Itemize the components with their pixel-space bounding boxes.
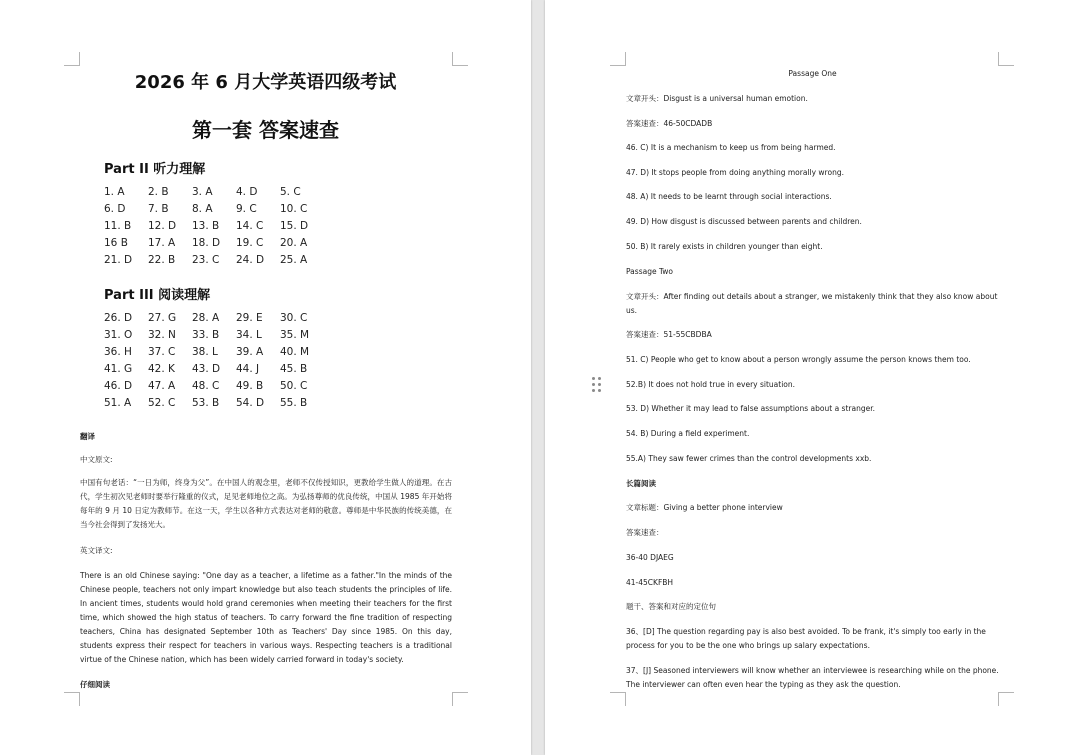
answer-cell: 4. D bbox=[236, 186, 258, 198]
long-reading-label: 长篇阅读 bbox=[626, 479, 656, 488]
quick-answers-label: 答案速查： bbox=[626, 528, 664, 537]
answer-row bbox=[104, 397, 344, 414]
answer-row bbox=[104, 203, 344, 220]
answer-item: 53. D) Whether it may lead to false assumptions about a stranger. bbox=[626, 404, 875, 413]
answer-cell: 6. D bbox=[104, 203, 126, 215]
answer-row bbox=[104, 254, 344, 271]
answer-cell: 3. A bbox=[192, 186, 213, 198]
crop-mark bbox=[64, 52, 80, 66]
question-36-locator: 36、[D] The question regarding pay is also best avoided. To be frank, it's simply too early in the process for you to be the one who brings up salary expectations. bbox=[626, 627, 986, 650]
answer-item: 55.A) They saw fewer crimes than the control developments xxb. bbox=[626, 454, 872, 463]
answer-item: 49. D) How disgust is discussed between parents and children. bbox=[626, 217, 862, 226]
question-37-locator: 37、[J] Seasoned interviewers will know whether an interviewee is researching while on the phone. The interviewer can often even hear the typing as they ask the question. bbox=[626, 666, 999, 689]
answer-cell: 15. D bbox=[280, 220, 309, 232]
answer-key-subtitle: 第一套 答案速查 bbox=[192, 118, 339, 142]
chinese-original-paragraph: 中国有句老话：“一日为师，终身为父”。在中国人的观念里，老师不仅传授知识，更教给学生做人的道理。在古代，学生初次见老师时要举行隆重的仪式，足见老师地位之高。为弘扬尊师的优良传统，中国从 1985 年开始将每年的 9 月 10 日定为教师节。在这一天，学生以各种方式表达对老师的敬意。尊师是中华民族的传统美德，在当今社会得到了发扬光大。 bbox=[80, 478, 452, 529]
english-translation-label: 英文译文: bbox=[80, 546, 113, 555]
answer-row bbox=[104, 237, 344, 254]
answer-cell: 35. M bbox=[280, 329, 310, 341]
answer-item: 48. A) It needs to be learnt through social interactions. bbox=[626, 192, 832, 201]
passage-one-quick-answers: 答案速查：46-50CDADB bbox=[626, 119, 713, 128]
passage-two-quick-answers: 答案速查：51-55CBDBA bbox=[626, 330, 712, 339]
answer-row bbox=[104, 363, 344, 380]
chinese-original-label: 中文原文: bbox=[80, 455, 113, 464]
answer-cell: 11. B bbox=[104, 220, 132, 232]
answer-cell: 51. A bbox=[104, 397, 132, 409]
answer-cell: 16 B bbox=[104, 237, 128, 249]
answer-cell: 1. A bbox=[104, 186, 125, 198]
answer-cell: 43. D bbox=[192, 363, 221, 375]
answer-cell: 39. A bbox=[236, 346, 264, 358]
answer-row bbox=[104, 346, 344, 363]
passage-one-opening: 文章开头：Disgust is a universal human emotion. bbox=[626, 94, 808, 103]
answer-cell: 37. C bbox=[148, 346, 176, 358]
answer-cell: 30. C bbox=[280, 312, 308, 324]
passage-two-heading: Passage Two bbox=[626, 267, 674, 276]
answer-cell: 9. C bbox=[236, 203, 257, 215]
drag-handle-icon[interactable] bbox=[592, 377, 602, 393]
answer-cell: 8. A bbox=[192, 203, 213, 215]
answer-cell: 55. B bbox=[280, 397, 308, 409]
answer-row bbox=[104, 312, 344, 329]
answer-cell: 13. B bbox=[192, 220, 220, 232]
answer-cell: 25. A bbox=[280, 254, 308, 266]
answer-cell: 23. C bbox=[192, 254, 220, 266]
answer-cell: 49. B bbox=[236, 380, 264, 392]
answer-cell: 29. E bbox=[236, 312, 263, 324]
answer-range: 36-40 DJAEG bbox=[626, 553, 674, 562]
answer-cell: 2. B bbox=[148, 186, 169, 198]
answer-cell: 36. H bbox=[104, 346, 132, 358]
answer-cell: 5. C bbox=[280, 186, 301, 198]
answer-cell: 48. C bbox=[192, 380, 220, 392]
passage-two-opening: 文章开头：After finding out details about a stranger, we mistakenly think that they also know about us. bbox=[626, 292, 998, 315]
crop-mark bbox=[452, 52, 468, 66]
answer-cell: 34. L bbox=[236, 329, 262, 341]
answer-row bbox=[104, 329, 344, 346]
answer-cell: 42. K bbox=[148, 363, 175, 375]
answer-cell: 7. B bbox=[148, 203, 169, 215]
english-translation-paragraph: There is an old Chinese saying: "One day as a teacher, a lifetime as a father."In the minds of the Chinese people, teachers not only impart knowledge but also teach students the principles of life. In ancient times, students would hold grand ceremonies when meeting their teachers for the first time, which showed the high status of teachers. To carry forward the fine tradition of respecting teachers, China has designated September 10th as Teachers' Day since 1985. On this day, students express their respect for teachers in various ways. Respecting teachers is a traditional virtue of the Chinese nation, which has been widely carried forward in today's society. bbox=[80, 571, 452, 664]
answer-cell: 38. L bbox=[192, 346, 218, 358]
answer-cell: 45. B bbox=[280, 363, 308, 375]
answer-cell: 19. C bbox=[236, 237, 264, 249]
answer-cell: 27. G bbox=[148, 312, 177, 324]
answer-cell: 12. D bbox=[148, 220, 177, 232]
answer-item: 46. C) It is a mechanism to keep us from being harmed. bbox=[626, 143, 836, 152]
answer-cell: 47. A bbox=[148, 380, 176, 392]
answer-item: 50. B) It rarely exists in children younger than eight. bbox=[626, 242, 823, 251]
article-title-line: 文章标题：Giving a better phone interview bbox=[626, 503, 783, 512]
part3-heading: Part III 阅读理解 bbox=[104, 288, 211, 303]
crop-mark bbox=[610, 52, 626, 66]
answer-row bbox=[104, 380, 344, 397]
careful-reading-label: 仔细阅读 bbox=[80, 680, 110, 689]
answer-cell: 40. M bbox=[280, 346, 310, 358]
answer-cell: 26. D bbox=[104, 312, 133, 324]
translation-label: 翻译 bbox=[80, 432, 95, 441]
answer-cell: 22. B bbox=[148, 254, 176, 266]
answer-cell: 24. D bbox=[236, 254, 265, 266]
answer-cell: 50. C bbox=[280, 380, 308, 392]
answer-cell: 31. O bbox=[104, 329, 133, 341]
answer-cell: 21. D bbox=[104, 254, 133, 266]
answer-cell: 18. D bbox=[192, 237, 221, 249]
answer-cell: 32. N bbox=[148, 329, 176, 341]
crop-mark bbox=[610, 692, 626, 706]
answer-item: 54. B) During a field experiment. bbox=[626, 429, 750, 438]
stem-label: 题干、答案和对应的定位句 bbox=[626, 602, 716, 611]
answer-item: 47. D) It stops people from doing anything morally wrong. bbox=[626, 168, 844, 177]
answer-cell: 53. B bbox=[192, 397, 220, 409]
answer-cell: 10. C bbox=[280, 203, 308, 215]
crop-mark bbox=[998, 52, 1014, 66]
reading-answer-grid bbox=[104, 312, 344, 414]
answer-cell: 41. G bbox=[104, 363, 133, 375]
answer-cell: 14. C bbox=[236, 220, 264, 232]
exam-title: 2026 年 6 月大学英语四级考试 bbox=[134, 72, 397, 93]
answer-row bbox=[104, 220, 344, 237]
answer-cell: 44. J bbox=[236, 363, 260, 375]
answer-cell: 17. A bbox=[148, 237, 176, 249]
crop-mark bbox=[64, 692, 80, 706]
answer-cell: 54. D bbox=[236, 397, 265, 409]
passage-one-heading: Passage One bbox=[788, 69, 837, 78]
answer-cell: 20. A bbox=[280, 237, 308, 249]
answer-cell: 52. C bbox=[148, 397, 176, 409]
answer-row bbox=[104, 186, 344, 203]
listening-answer-grid bbox=[104, 186, 344, 271]
answer-range: 41-45CKFBH bbox=[626, 578, 674, 587]
answer-cell: 46. D bbox=[104, 380, 133, 392]
part2-heading: Part II 听力理解 bbox=[104, 162, 206, 177]
answer-cell: 33. B bbox=[192, 329, 220, 341]
answer-cell: 28. A bbox=[192, 312, 220, 324]
crop-mark bbox=[998, 692, 1014, 706]
crop-mark bbox=[452, 692, 468, 706]
answer-item: 52.B) It does not hold true in every situation. bbox=[626, 380, 796, 389]
answer-item: 51. C) People who get to know about a person wrongly assume the person knows them too. bbox=[626, 355, 971, 364]
